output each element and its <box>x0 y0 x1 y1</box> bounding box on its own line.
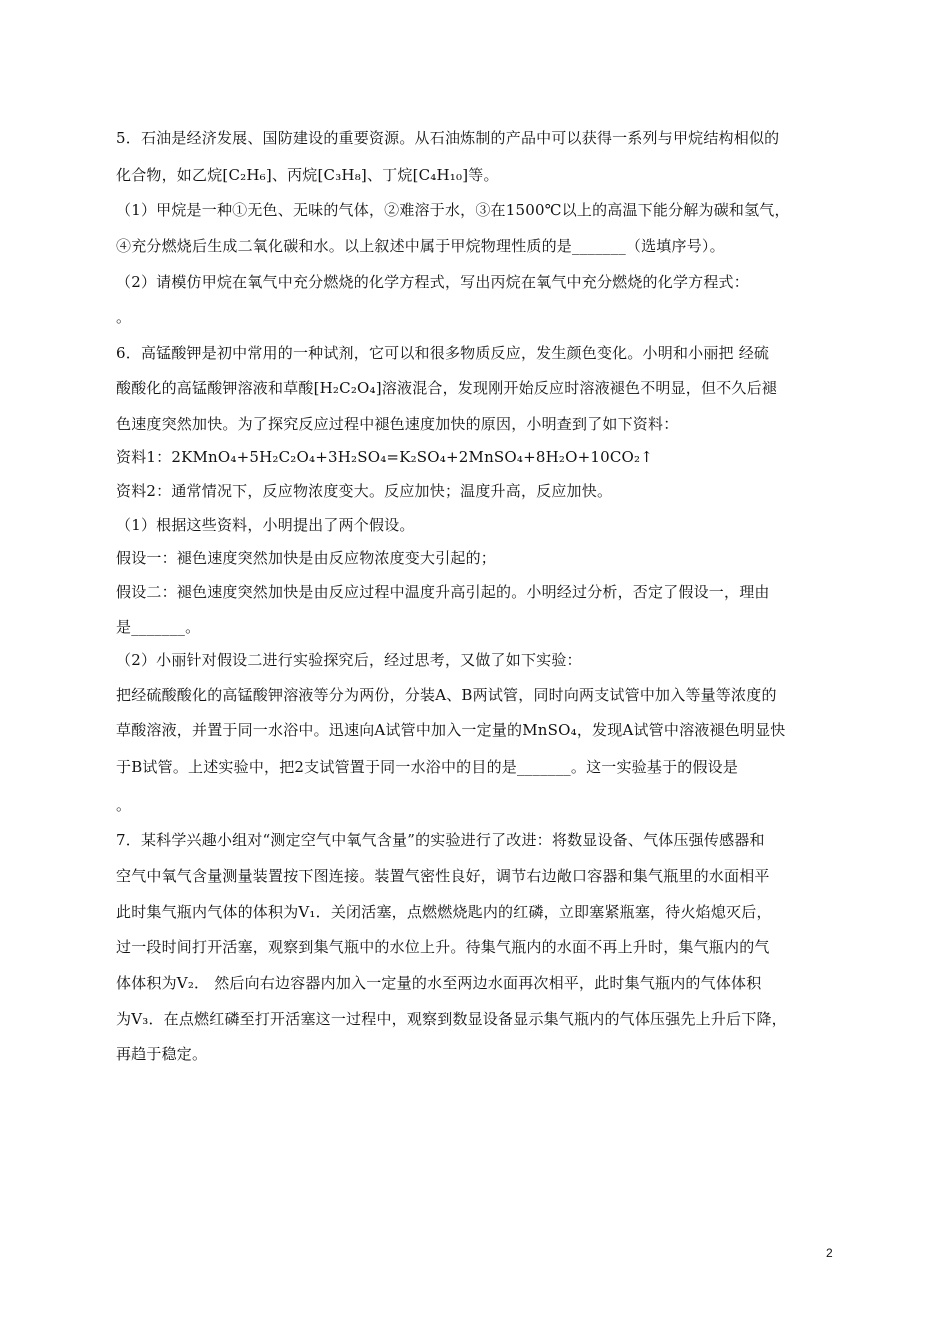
text-line: 此时集气瓶内气体的体积为V₁．关闭活塞，点燃燃烧匙内的红磷，立即塞紧瓶塞，待火焰熄灭后， <box>116 903 772 921</box>
text-line: 草酸溶液，并置于同一水浴中。迅速向A试管中加入一定量的MnSO₄，发现A试管中溶液褪色明显快 <box>116 721 786 739</box>
text-line: 是_______。 <box>116 618 201 636</box>
text-line: 假设二：褪色速度突然加快是由反应过程中温度升高引起的。小明经过分析，否定了假设一，理由 <box>116 583 770 601</box>
text-line: 把经硫酸酸化的高锰酸钾溶液等分为两份，分装A、B两试管，同时向两支试管中加入等量等浓度的 <box>116 686 777 704</box>
text-line: 化合物，如乙烷[C₂H₆]、丙烷[C₃H₈]、丁烷[C₄H₁₀]等。 <box>116 166 499 184</box>
text-line: 空气中氧气含量测量装置按下图连接。装置气密性良好，调节右边敞口容器和集气瓶里的水面相平 <box>116 867 770 885</box>
text-line: 过一段时间打开活塞，观察到集气瓶中的水位上升。待集气瓶内的水面不再上升时，集气瓶内的气 <box>116 938 770 956</box>
text-line: 资料1：2KMnO₄+5H₂C₂O₄+3H₂SO₄=K₂SO₄+2MnSO₄+8H₂O+10CO₂↑ <box>116 448 654 466</box>
text-line: 假设一：褪色速度突然加快是由反应物浓度变大引起的； <box>116 549 497 567</box>
page-number: 2 <box>826 1246 833 1260</box>
text-line: （1）甲烷是一种①无色、无味的气体，②难溶于水，③在1500℃以上的高温下能分解为碳和氢气， <box>116 201 790 219</box>
text-line: 色速度突然加快。为了探究反应过程中褪色速度加快的原因，小明查到了如下资料： <box>116 415 679 433</box>
text-line: 。 <box>116 796 132 814</box>
text-line: （1）根据这些资料，小明提出了两个假设。 <box>116 516 415 534</box>
text-line: 资料2：通常情况下，反应物浓度变大。反应加快；温度升高，反应加快。 <box>116 482 613 500</box>
text-line: 再趋于稳定。 <box>116 1045 208 1063</box>
text-line: （2）请模仿甲烷在氧气中充分燃烧的化学方程式，写出丙烷在氧气中充分燃烧的化学方程式： <box>116 273 749 291</box>
text-line: 酸酸化的高锰酸钾溶液和草酸[H₂C₂O₄]溶液混合，发现刚开始反应时溶液褪色不明显，但不久后褪 <box>116 379 778 397</box>
text-line: 于B试管。上述实验中，把2支试管置于同一水浴中的目的是_______。这一实验基于的假设是 <box>116 758 739 776</box>
text-line: 7．某科学兴趣小组对“测定空气中氧气含量”的实验进行了改进：将数显设备、气体压强传感器和 <box>116 831 765 849</box>
text-line: （2）小丽针对假设二进行实验探究后，经过思考，又做了如下实验： <box>116 651 582 669</box>
text-line: 为V₃．在点燃红磷至打开活塞这一过程中，观察到数显设备显示集气瓶内的气体压强先上升后下降， <box>116 1010 787 1028</box>
text-line: 体体积为V₂． 然后向右边容器内加入一定量的水至两边水面再次相平，此时集气瓶内的气体体积 <box>116 974 762 992</box>
text-line: 6．高锰酸钾是初中常用的一种试剂，它可以和很多物质反应，发生颜色变化。小明和小丽把 经硫 <box>116 344 770 362</box>
text-line: 5．石油是经济发展、国防建设的重要资源。从石油炼制的产品中可以获得一系列与甲烷结构相似的 <box>116 129 780 147</box>
text-line: ④充分燃烧后生成二氧化碳和水。以上叙述中属于甲烷物理性质的是_______（选填序号）。 <box>116 237 725 255</box>
text-line: 。 <box>116 308 132 326</box>
